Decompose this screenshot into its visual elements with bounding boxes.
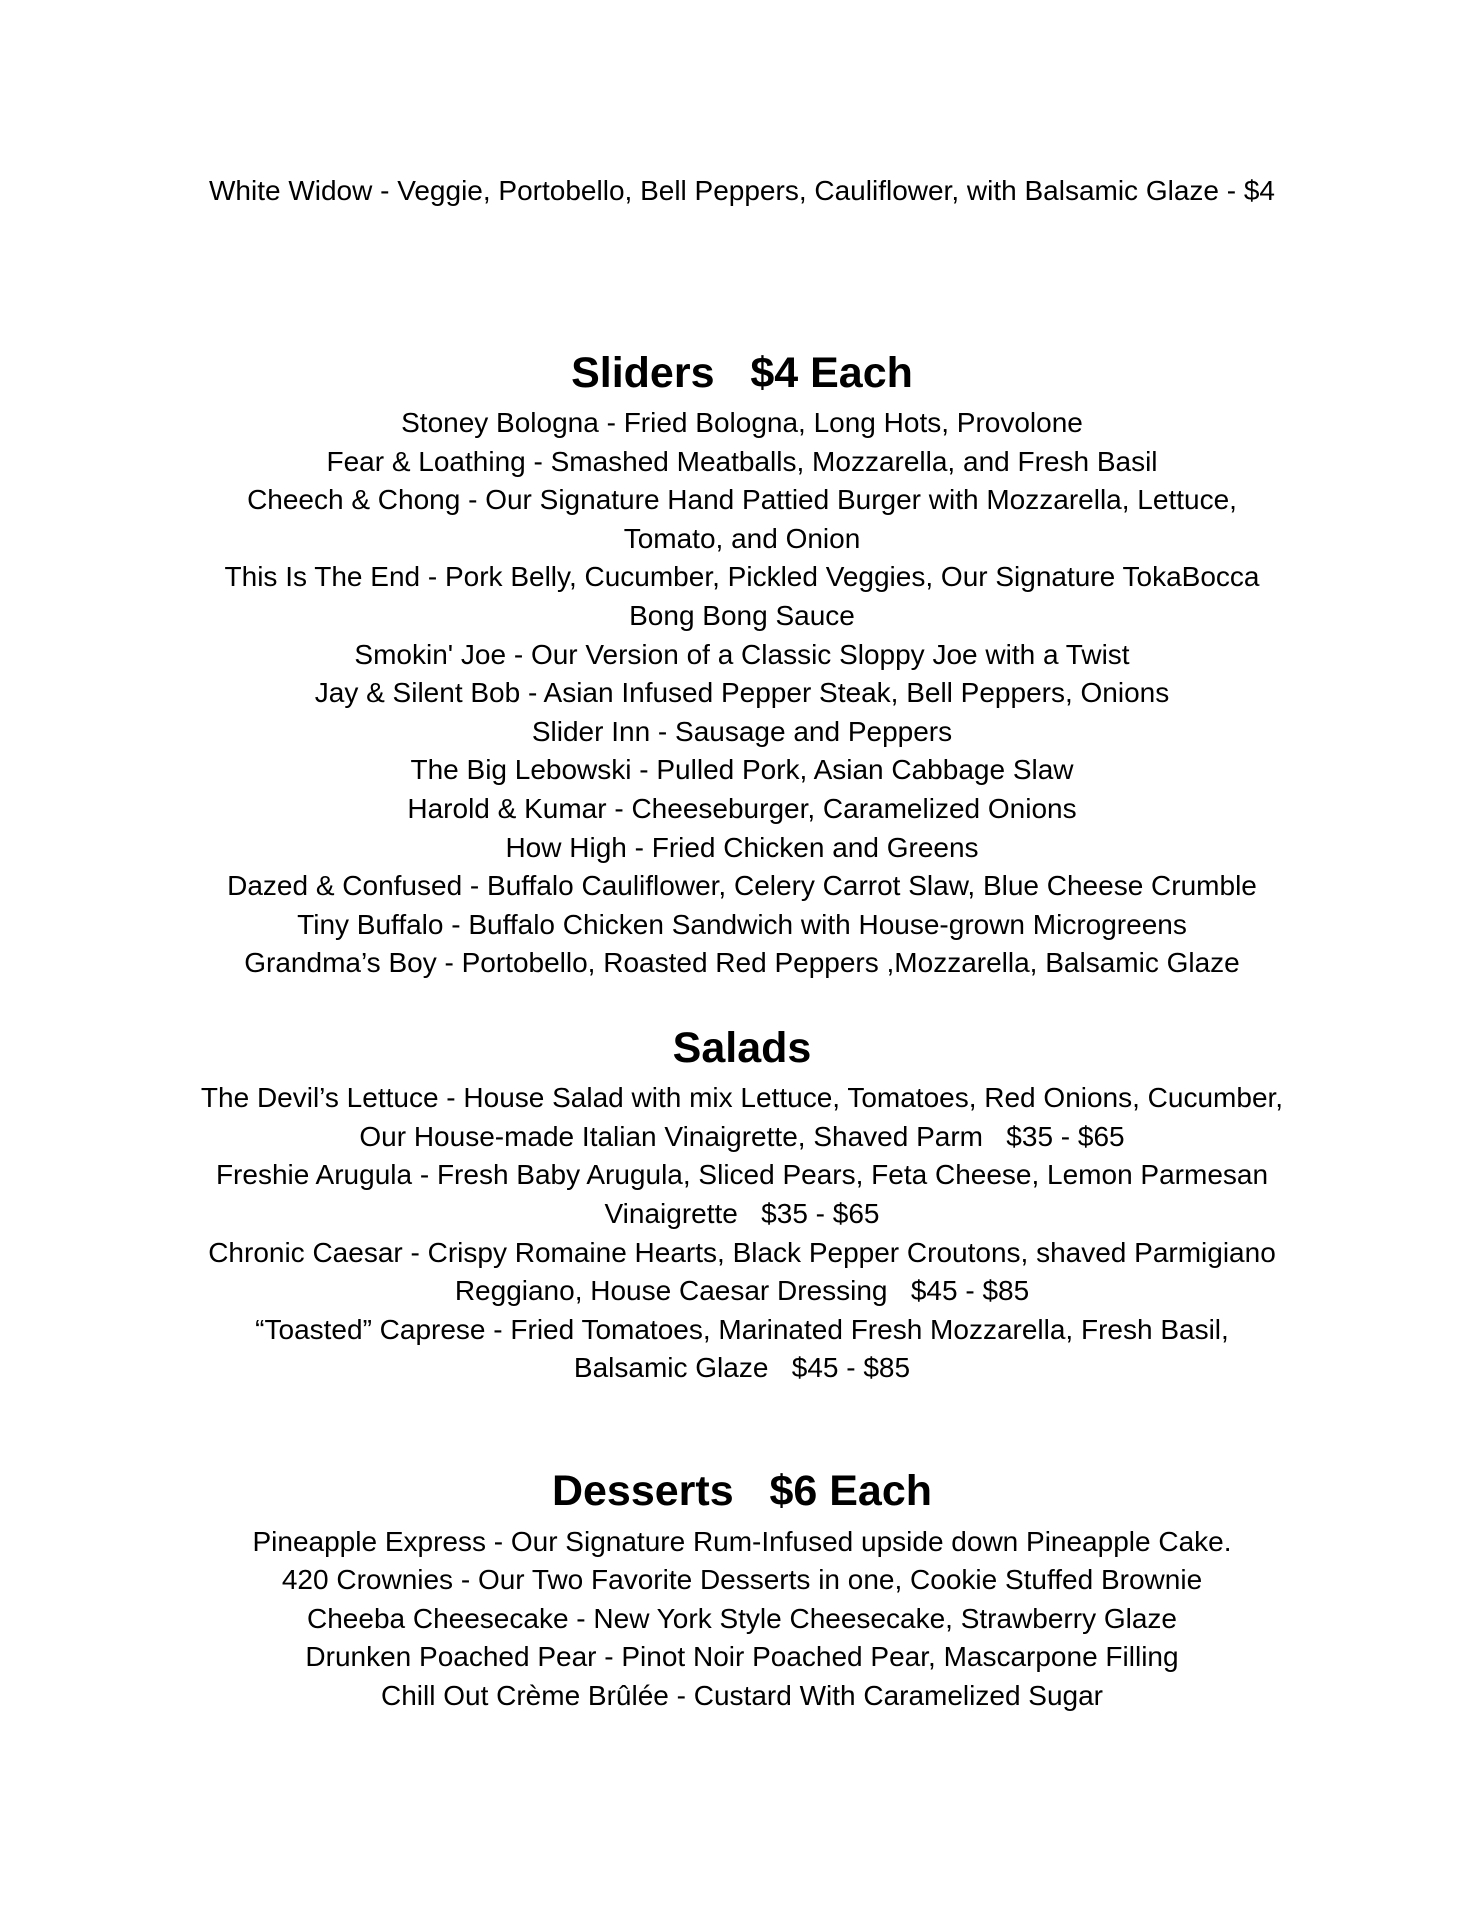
slider-line: Slider Inn - Sausage and Peppers xyxy=(531,716,953,747)
slider-line: The Big Lebowski - Pulled Pork, Asian Cabbage Slaw xyxy=(410,754,1074,785)
salad-line: Reggiano, House Caesar Dressing $45 - $85 xyxy=(454,1275,1030,1306)
slider-line: Bong Bong Sauce xyxy=(629,600,855,631)
salad-line: Vinaigrette $35 - $65 xyxy=(604,1198,880,1229)
slider-line: This Is The End - Pork Belly, Cucumber, Pickled Veggies, Our Signature TokaBocca xyxy=(224,561,1260,592)
dessert-line: Drunken Poached Pear - Pinot Noir Poached Pear, Mascarpone Filling xyxy=(305,1641,1179,1672)
salad-line: “Toasted” Caprese - Fried Tomatoes, Marinated Fresh Mozzarella, Fresh Basil, xyxy=(255,1314,1229,1345)
salad-line: Chronic Caesar - Crispy Romaine Hearts, Black Pepper Croutons, shaved Parmigiano xyxy=(208,1237,1276,1268)
slider-line: Tomato, and Onion xyxy=(623,523,861,554)
salad-line: Our House-made Italian Vinaigrette, Shaved Parm $35 - $65 xyxy=(359,1121,1125,1152)
slider-line: Harold & Kumar - Cheeseburger, Caramelized Onions xyxy=(407,793,1077,824)
slider-line: Tiny Buffalo - Buffalo Chicken Sandwich with House-grown Microgreens xyxy=(297,909,1187,940)
slider-line: How High - Fried Chicken and Greens xyxy=(505,832,979,863)
salad-line: Freshie Arugula - Fresh Baby Arugula, Sliced Pears, Feta Cheese, Lemon Parmesan xyxy=(215,1159,1269,1190)
slider-line: Smokin' Joe - Our Version of a Classic Sloppy Joe with a Twist xyxy=(354,639,1130,670)
salads-heading: Salads xyxy=(672,1024,812,1072)
slider-line: Fear & Loathing - Smashed Meatballs, Mozzarella, and Fresh Basil xyxy=(326,446,1158,477)
sliders-heading: Sliders $4 Each xyxy=(571,349,913,397)
dessert-line: Chill Out Crème Brûlée - Custard With Caramelized Sugar xyxy=(380,1680,1104,1711)
slider-line: Stoney Bologna - Fried Bologna, Long Hots, Provolone xyxy=(401,407,1083,438)
dessert-line: Pineapple Express - Our Signature Rum-Infused upside down Pineapple Cake. xyxy=(252,1526,1232,1557)
salad-line: The Devil’s Lettuce - House Salad with mix Lettuce, Tomatoes, Red Onions, Cucumber, xyxy=(200,1082,1284,1113)
salad-line: Balsamic Glaze $45 - $85 xyxy=(573,1352,911,1383)
desserts-heading: Desserts $6 Each xyxy=(551,1467,933,1515)
dessert-line: Cheeba Cheesecake - New York Style Cheesecake, Strawberry Glaze xyxy=(307,1603,1177,1634)
intro-menu-line: White Widow - Veggie, Portobello, Bell Peppers, Cauliflower, with Balsamic Glaze - $4 xyxy=(208,175,1276,206)
slider-line: Jay & Silent Bob - Asian Infused Pepper Steak, Bell Peppers, Onions xyxy=(314,677,1170,708)
slider-line: Cheech & Chong - Our Signature Hand Pattied Burger with Mozzarella, Lettuce, xyxy=(247,484,1237,515)
slider-line: Dazed & Confused - Buffalo Cauliflower, Celery Carrot Slaw, Blue Cheese Crumble xyxy=(227,870,1257,901)
slider-line: Grandma’s Boy - Portobello, Roasted Red Peppers ,Mozzarella, Balsamic Glaze xyxy=(244,947,1240,978)
dessert-line: 420 Crownies - Our Two Favorite Desserts in one, Cookie Stuffed Brownie xyxy=(281,1564,1203,1595)
